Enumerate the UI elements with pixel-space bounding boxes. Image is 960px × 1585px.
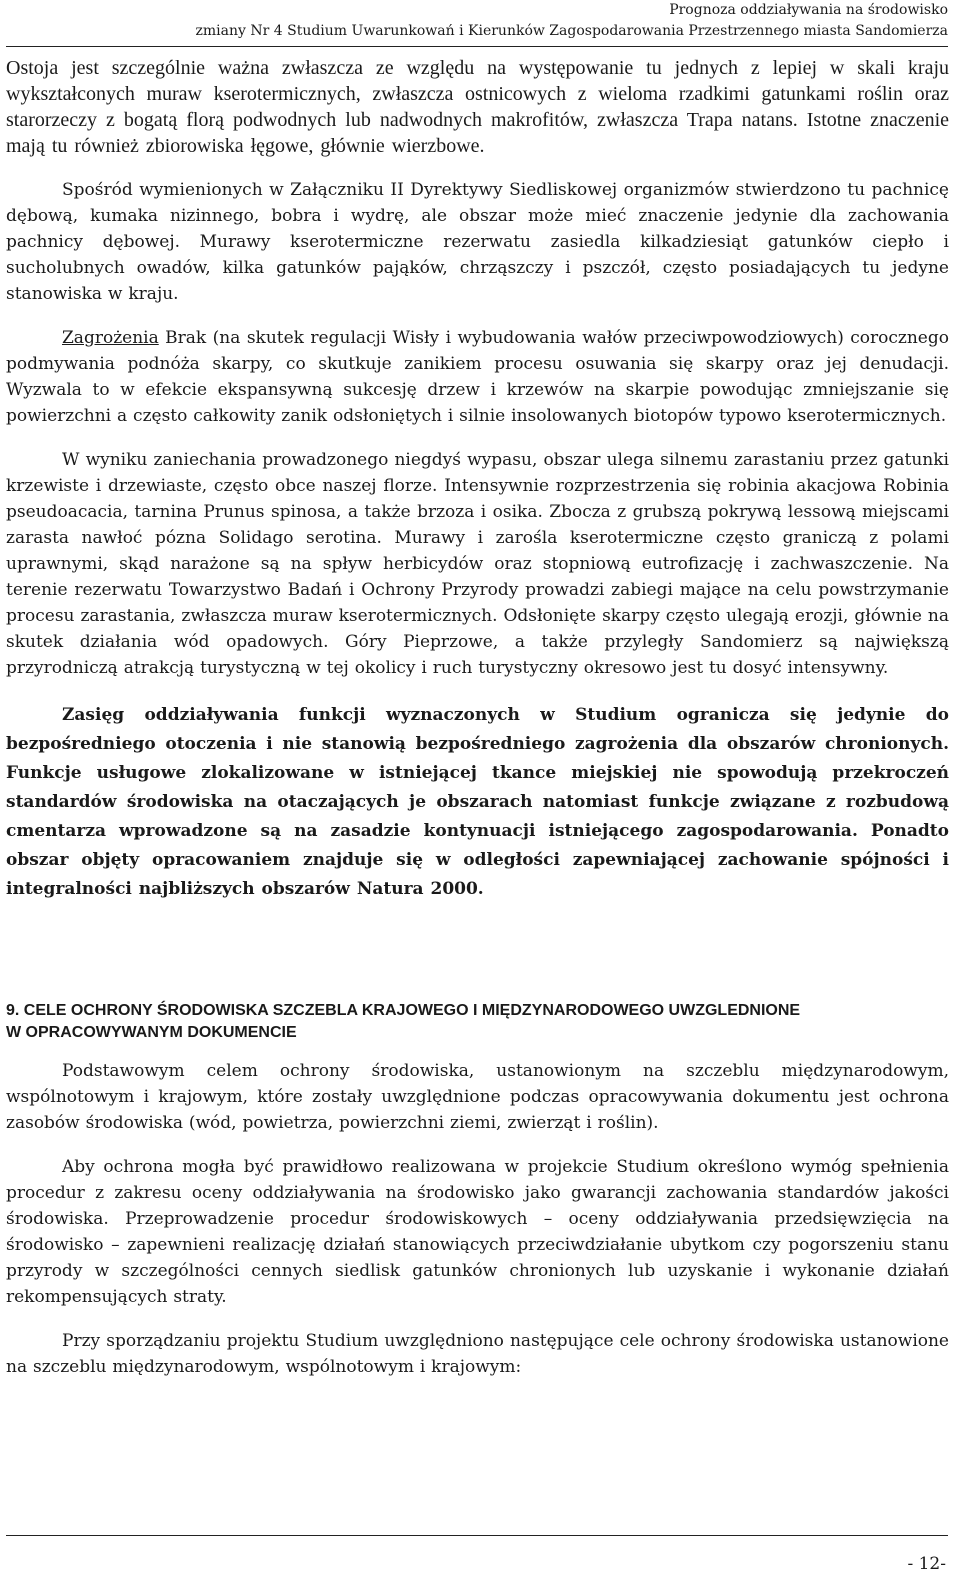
header-title: Prognoza oddziaływania na środowisko bbox=[669, 2, 948, 18]
running-header bbox=[0, 0, 960, 48]
paragraph-goals-intro: Przy sporządzaniu projektu Studium uwzględniono następujące cele ochrony środowiska ustanowione na szczeblu międzynarodowym, wspólnotowym i krajowym: bbox=[6, 1331, 949, 1377]
threats-text: Brak (na skutek regulacji Wisły i wybudowania wałów przeciwpowodziowych) corocznego podmywania podnóża skarpy, co skutkuje zanikiem procesu osuwania się skarpy oraz jej denudacji. Wyzwala to w efekcie ekspansywną sukcesję drzew i krzewów na skarpie powodując zmniejszanie się powierzchni a często całkowity zanik odsłoniętych i silnie insolowanych biotopów typowo kserotermicznych. bbox=[6, 328, 949, 426]
paragraph-impact-range: Zasięg oddziaływania funkcji wyznaczonych w Studium ogranicza się jedynie do bezpośredniego otoczenia i nie stanowią bezpośredniego zagrożenia dla obszarów chronionych. Funkcje usługowe zlokalizowane w istniejącej tkance miejskiej nie spowodują przekroczeń standardów środowiska na otaczających je obszarach natomiast funkcje związane z rozbudową cmentarza wprowadzone są na zasadzie kontynuacji istniejącego zagospodarowania. Ponadto obszar objęty opracowaniem znajduje się w odległości zapewniającej zachowanie spójności i integralności najbliższych obszarów Natura 2000. bbox=[6, 705, 949, 899]
paragraph-procedures: Aby ochrona mogła być prawidłowo realizowana w projekcie Studium określono wymóg spełnienia procedur z zakresu oceny oddziaływania na środowisko jako gwarancji zachowania standardów jakości środowiska. Przeprowadzenie procedur środowiskowych – oceny oddziaływania przedsięwzięcia na środowisko – zapewnieni realizację działań stanowiących przeciwdziałanie ubytkom czy pogorszeniu stanu przyrody w szczególności cennych siedlisk gatunków chronionych lub uzyskanie i wykonanie działań rekompensujących straty. bbox=[6, 1157, 949, 1307]
paragraph-ostoja: Ostoja jest szczególnie ważna zwłaszcza ze względu na występowanie tu jednych z lepiej w skali kraju wykształconych muraw kserotermicznych, zwłaszcza ostnicowych z wieloma rzadkimi gatunkami roślin oraz starorzeczy z bogatą florą podwodnych lub nadwodnych makrofitów, zwłaszcza Trapa natans. Istotne znaczenie mają tu również zbiorowiska łęgowe, głównie wierzbowe. bbox=[6, 57, 949, 157]
section-heading-line1: 9. CELE OCHRONY ŚRODOWISKA SZCZEBLA KRAJOWEGO I MIĘDZYNARODOWEGO UWZGLEDNIONE bbox=[6, 1002, 801, 1019]
header-subtitle: zmiany Nr 4 Studium Uwarunkowań i Kierunków Zagospodarowania Przestrzennego miasta Sandomierza bbox=[195, 23, 948, 39]
section-heading bbox=[6, 1000, 949, 1044]
paragraph-species: Spośród wymienionych w Załączniku II Dyrektywy Siedliskowej organizmów stwierdzono tu pachnicę dębową, kumaka nizinnego, bobra i wydrę, ale obszar może mieć znaczenie jedynie dla zachowania pachnicy dębowej. Murawy kserotermiczne rezerwatu zasiedla kilkadziesiąt gatunków ciepło i sucholubnych owadów, kilka gatunków pająków, chrząszczy i pszczół, często posiadających tu jedyne stanowiska w kraju. bbox=[6, 180, 949, 304]
section-heading-line2: W OPRACOWYWANYM DOKUMENCIE bbox=[6, 1024, 297, 1041]
footer-rule bbox=[6, 1535, 948, 1536]
page-number: - 12- bbox=[907, 1554, 946, 1574]
paragraph-threats bbox=[6, 325, 949, 429]
page-body bbox=[6, 55, 949, 1380]
paragraph-overgrowth: W wyniku zaniechania prowadzonego niegdyś wypasu, obszar ulega silnemu zarastaniu przez gatunki krzewiste i drzewiaste, często obce naszej florze. Intensywnie rozprzestrzenia się robinia akacjowa Robinia pseudoacacia, tarnina Prunus spinosa, a także brzoza i osika. Zbocza z grubszą pokrywą lessową miejscami zarasta nawłoć pózna Solidago serotina. Murawy i zarośla kserotermiczne często graniczą z polami uprawnymi, skąd narażone są na spływ herbicydów oraz stopniową eutrofizację i zachwaszczenie. Na terenie rezerwatu Towarzystwo Badań i Ochrony Przyrody prowadzi zabiegi mające na celu powstrzymanie procesu zarastania, zwłaszcza muraw kserotermicznych. Odsłonięte skarpy często ulegają erozji, głównie na skutek działania wód opadowych. Góry Pieprzowe, a także przyległy Sandomierz są największą przyrodniczą atrakcją turystyczną w tej okolicy i ruch turystyczny okresowo jest tu dosyć intensywny. bbox=[6, 450, 949, 678]
header-rule bbox=[6, 46, 948, 47]
paragraph-basic-goal: Podstawowym celem ochrony środowiska, ustanowionym na szczeblu międzynarodowym, wspólnotowym i krajowym, które zostały uwzględnione podczas opracowywania dokumentu jest ochrona zasobów środowiska (wód, powietrza, powierzchni ziemi, zwierząt i roślin). bbox=[6, 1061, 949, 1133]
threats-label: Zagrożenia bbox=[62, 328, 159, 348]
